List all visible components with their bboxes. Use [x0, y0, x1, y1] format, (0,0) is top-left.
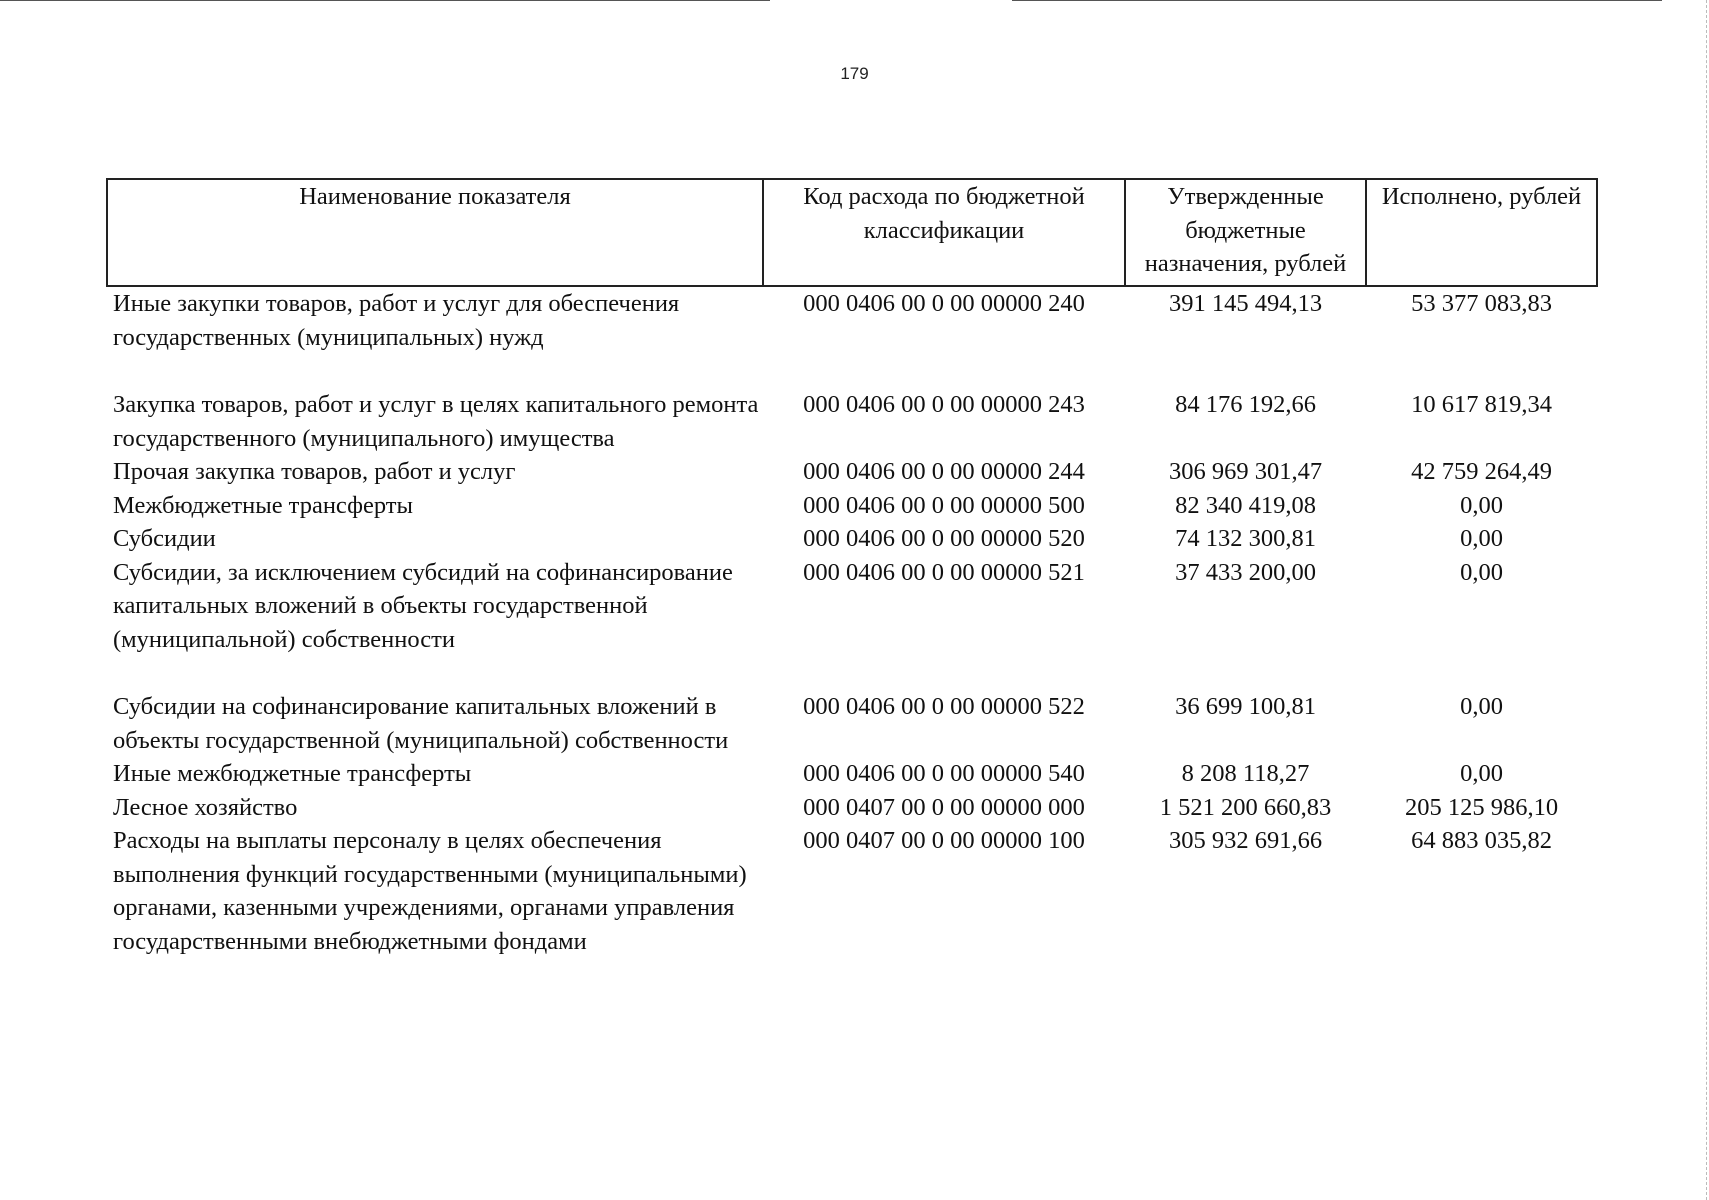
row-code: 000 0407 00 0 00 00000 100	[803, 827, 1085, 854]
table-body	[107, 286, 1597, 958]
row-executed: 42 759 264,49	[1411, 458, 1552, 485]
row-name: Иные закупки товаров, работ и услуг для обеспечения государственных (муниципальных) нужд	[113, 290, 680, 351]
row-code: 000 0406 00 0 00 00000 243	[803, 391, 1085, 418]
row-name: Субсидии, за исключением субсидий на софинансирование капитальных вложений в объекты государственной (муниципальной) собственности	[113, 558, 733, 653]
row-name: Субсидии	[113, 525, 216, 552]
scan-edge-top-right	[1012, 0, 1662, 1]
row-executed: 0,00	[1460, 760, 1503, 787]
row-executed: 64 883 035,82	[1411, 827, 1552, 854]
row-code: 000 0406 00 0 00 00000 540	[803, 760, 1085, 787]
row-approved: 306 969 301,47	[1168, 458, 1323, 485]
row-approved: 74 132 300,81	[1175, 525, 1316, 552]
header-expense-code: Код расхода по бюджетной классификации	[763, 179, 1125, 286]
table-row	[107, 522, 1597, 556]
row-approved: 1 521 200 660,83	[1159, 793, 1332, 821]
row-name: Закупка товаров, работ и услуг в целях капитального ремонта государственного (муниципального) имущества	[113, 391, 759, 452]
table-row	[107, 489, 1597, 523]
row-approved: 391 145 494,13	[1168, 290, 1323, 317]
row-executed: 205 125 986,10	[1404, 793, 1559, 821]
row-name: Иные межбюджетные трансферты	[113, 760, 472, 787]
row-approved: 84 176 192,66	[1175, 391, 1316, 418]
header-executed-amount: Исполнено, рублей	[1366, 179, 1597, 286]
table-row	[107, 791, 1597, 825]
table-header	[107, 179, 1597, 286]
row-name: Расходы на выплаты персоналу в целях обеспечения выполнения функций государственными (муниципальными) органами, казенными учреждениями, органами управления государственными внебюджетными фондами	[113, 827, 747, 955]
row-code: 000 0406 00 0 00 00000 500	[803, 491, 1085, 519]
row-name: Лесное хозяйство	[113, 793, 298, 821]
header-approved-amount: Утвержденные бюджетные назначения, рублей	[1125, 179, 1366, 286]
row-code: 000 0407 00 0 00 00000 000	[803, 793, 1085, 821]
row-code: 000 0406 00 0 00 00000 522	[803, 693, 1085, 720]
row-approved: 37 433 200,00	[1175, 558, 1316, 586]
row-code: 000 0406 00 0 00 00000 244	[803, 458, 1085, 485]
table-row	[107, 556, 1597, 691]
row-executed: 10 617 819,34	[1411, 391, 1552, 418]
row-executed: 0,00	[1460, 558, 1503, 586]
row-executed: 0,00	[1460, 491, 1503, 519]
table-row	[107, 286, 1597, 388]
table-row	[107, 690, 1597, 757]
row-code: 000 0406 00 0 00 00000 240	[803, 290, 1085, 317]
row-executed: 0,00	[1460, 693, 1503, 720]
table-row	[107, 455, 1597, 489]
row-executed: 0,00	[1460, 525, 1503, 552]
row-name: Межбюджетные трансферты	[113, 491, 413, 519]
page-number: 179	[840, 64, 869, 83]
table-row	[107, 824, 1597, 958]
row-name: Прочая закупка товаров, работ и услуг	[113, 458, 516, 485]
scan-edge-right	[1706, 0, 1707, 1200]
table-row	[107, 388, 1597, 455]
row-name: Субсидии на софинансирование капитальных вложений в объекты государственной (муниципальной) собственности	[113, 693, 729, 754]
row-executed: 53 377 083,83	[1411, 290, 1552, 317]
row-approved: 82 340 419,08	[1175, 491, 1316, 519]
row-approved: 305 932 691,66	[1168, 827, 1323, 854]
table-row	[107, 757, 1597, 791]
budget-execution-table	[106, 178, 1598, 958]
row-approved: 36 699 100,81	[1175, 693, 1316, 720]
row-approved: 8 208 118,27	[1181, 760, 1310, 787]
header-indicator-name: Наименование показателя	[107, 179, 763, 286]
scan-edge-top-left	[0, 0, 770, 1]
row-code: 000 0406 00 0 00 00000 520	[803, 525, 1085, 552]
row-code: 000 0406 00 0 00 00000 521	[803, 558, 1085, 586]
